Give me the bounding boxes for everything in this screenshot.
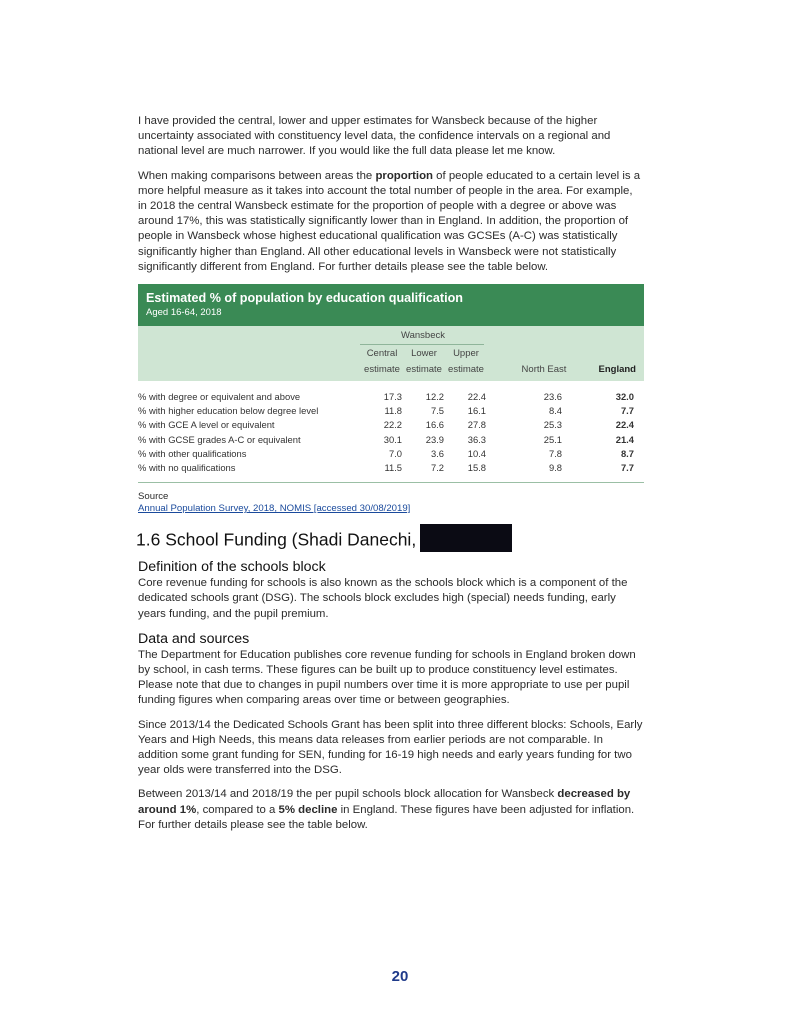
row-label: % with higher education below degree level [138,405,319,417]
bold-run: decreased by around 1% [138,788,631,816]
row-value: 11.5 [384,461,402,473]
table-header [138,284,644,326]
table-title: Estimated % of population by education qualification [146,291,463,306]
row-value: 16.1 [467,405,486,417]
col-upper-line2: estimate [448,364,484,376]
table-row [138,419,644,433]
table-body [138,381,644,476]
education-table [138,284,644,483]
col-england: England [598,364,636,376]
row-value: 30.1 [383,433,402,445]
row-value: 10.4 [467,447,486,459]
row-value: 7.7 [620,405,634,417]
col-lower-line2: estimate [406,364,442,376]
text-run: When making comparisons between areas the [138,169,376,182]
row-label: % with GCSE grades A-C or equivalent [138,433,301,445]
definition-paragraph: Core revenue funding for schools is also known as the schools block which is a component of the dedicated schools grant (DSG). The schools block excludes high (special) needs funding, early years funding, and the pupil premium. [138,577,628,620]
row-value: 9.8 [548,461,562,473]
row-value: 22.2 [383,419,402,431]
row-value: 23.9 [425,433,444,445]
comparison-paragraph [138,169,644,275]
row-value: 23.6 [543,391,562,403]
row-value: 7.8 [548,447,562,459]
row-value: 7.2 [430,461,444,473]
funding-paragraph [138,787,644,833]
source-label: Source [138,491,169,503]
col-northeast: North East [521,364,567,376]
text-run: Between 2013/14 and 2018/19 the per pupil schools block allocation for Wansbeck [138,788,558,801]
group-label: Wansbeck [401,330,445,342]
row-value: 8.7 [620,447,634,459]
text-run: in England. These figures have been adjusted for inflation. For further details please see the table below. [138,803,635,831]
row-value: 17.3 [383,391,402,403]
subheading-definition: Definition of the schools block [138,559,326,576]
redaction-box [420,524,512,552]
row-value: 22.4 [615,419,634,431]
col-central-line2: estimate [364,364,400,376]
intro-paragraph: I have provided the central, lower and upper estimates for Wansbeck because of the higher uncertainty associated with constituency level data, the confidence intervals on a regional and national level are much narrower. If you would like the full data please let me know. [138,115,611,158]
subheading-data-sources: Data and sources [138,630,250,647]
row-value: 16.6 [425,419,444,431]
section-heading [136,527,644,555]
row-value: 21.4 [615,433,634,445]
table-row [138,462,644,476]
table-row [138,434,644,448]
source-link[interactable]: Annual Population Survey, 2018, NOMIS [accessed 30/08/2019] [138,503,411,515]
row-value: 7.0 [388,447,402,459]
row-value: 25.1 [543,433,562,445]
data-sources-paragraph: The Department for Education publishes core revenue funding for schools in England broken down by school, in cash terms. These figures can be built up to produce constituency level estimates. Please note that due to changes in pupil numbers over time it is more appropriate to use per pupil funding figures when comparing areas over time or between geographies. [138,648,636,707]
table-row [138,391,644,405]
text-run: , compared to a [196,803,279,816]
table-subtitle: Aged 16-64, 2018 [146,307,222,319]
bold-run: 5% decline [278,803,338,816]
page-number: 20 [391,968,409,985]
section-heading-text: 1.6 School Funding (Shadi Danechi, [136,529,417,550]
row-value: 32.0 [615,391,634,403]
col-central-line1: Central [366,348,398,360]
col-upper-line1: Upper [453,348,479,360]
document-page [138,114,644,842]
row-label: % with degree or equivalent and above [138,391,301,403]
row-value: 15.8 [467,461,486,473]
row-value: 7.7 [620,461,634,473]
row-label: % with no qualifications [138,461,236,473]
row-value: 8.4 [548,405,562,417]
row-value: 25.3 [543,419,562,431]
row-value: 27.8 [467,419,486,431]
text-run: of people educated to a certain level is a more helpful measure as it takes into account the total number of people in the area. For example, in 2018 the central Wansbeck estimate for the proportion of people with a degree or above was around 17%, this was statistically significantly lower than in England. In addition, the proportion of people in Wansbeck whose highest educational qualification was GCSEs (A-C) was statistically significantly higher than England. All other educational levels in Wansbeck were not statistically significantly different from England. For further details please see the table below. [138,169,641,273]
table-row [138,448,644,462]
table-column-headers [138,326,644,381]
table-bottom-rule [138,482,644,483]
row-value: 12.2 [425,391,444,403]
bold-run: proportion [375,169,434,182]
row-value: 36.3 [467,433,486,445]
row-value: 11.8 [384,405,402,417]
row-label: % with GCE A level or equivalent [138,419,275,431]
row-value: 3.6 [430,447,444,459]
group-divider [360,344,484,345]
row-value: 22.4 [467,391,486,403]
col-lower-line1: Lower [411,348,437,360]
dsg-paragraph: Since 2013/14 the Dedicated Schools Grant has been split into three different blocks: Schools, Early Years and High Needs, this means data releases from earlier periods are not comparable. In addition some grant funding for SEN, funding for 16-19 high needs and early years funding for two year olds were transferred into the DSG. [138,718,643,777]
row-value: 7.5 [430,405,444,417]
row-label: % with other qualifications [138,447,247,459]
table-row [138,405,644,419]
